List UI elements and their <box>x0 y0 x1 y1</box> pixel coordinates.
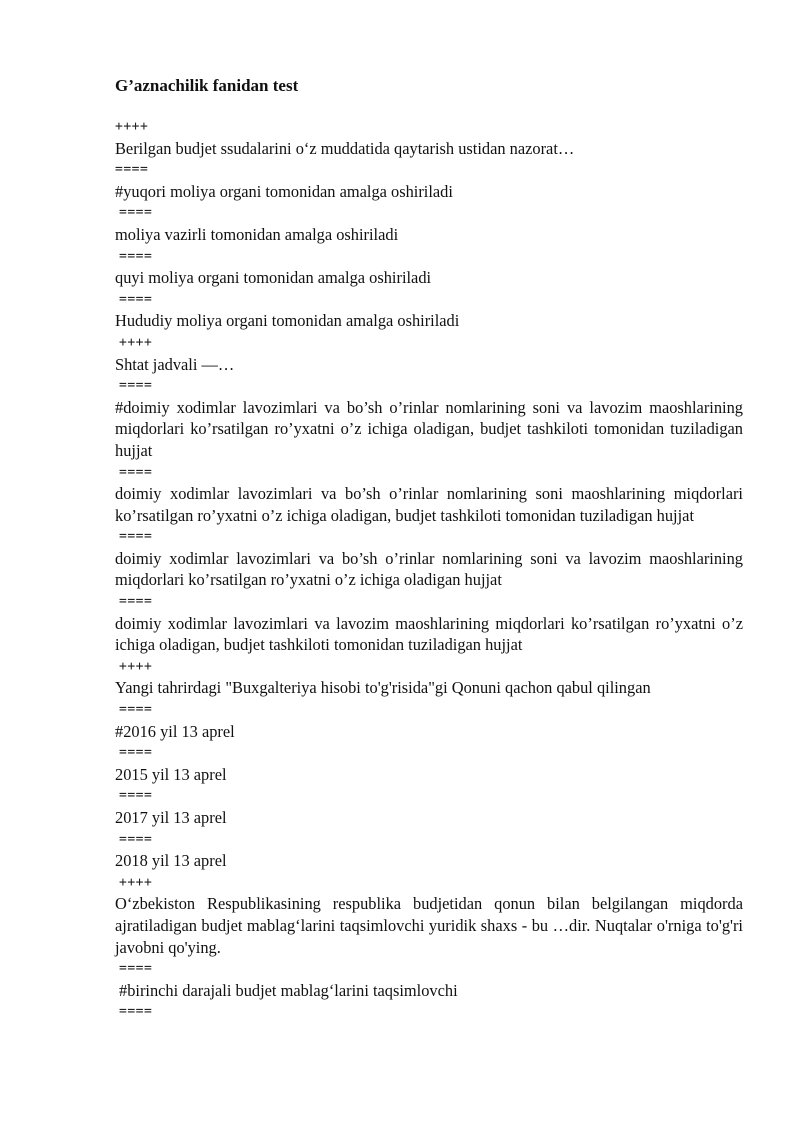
answer-separator: ==== <box>119 788 153 804</box>
document-body <box>115 116 743 1023</box>
document-paragraph: Shtat jadvali —… <box>115 354 235 374</box>
answer-separator: ==== <box>119 594 153 610</box>
correct-answer-text: #yuqori moliya organi tomonidan amalga oshiriladi <box>115 181 453 201</box>
document-paragraph: doimiy xodimlar lavozimlari va lavozim maoshlarining miqdorlari ko’rsatilgan ro’yxatni o’z ichiga oladigan, budjet tashkiloti tomonidan tuziladigan hujjat <box>115 613 743 655</box>
document-paragraph: Hududiy moliya organi tomonidan amalga oshiriladi <box>115 311 460 331</box>
document-paragraph: 2015 yil 13 aprel <box>115 764 227 784</box>
answer-separator: ==== <box>115 162 149 178</box>
document-paragraph: doimiy xodimlar lavozimlari va bo’sh o’rinlar nomlarining soni maoshlarining miqdorlari ko’rsatilgan ro’yxatni o’z ichiga oladigan, budjet tashkiloti tomonidan tuziladigan hujjat <box>115 484 743 525</box>
correct-answer-text: #birinchi darajali budjet mablag‘larini taqsimlovchi <box>119 980 458 1000</box>
document-paragraph: moliya vazirli tomonidan amalga oshiriladi <box>115 224 399 244</box>
answer-separator: ==== <box>119 961 153 977</box>
correct-answer-text: #doimiy xodimlar lavozimlari va bo’sh o’rinlar nomlarining soni va lavozim maoshlarining miqdorlari ko’rsatilgan ro’yxatni o’z ichiga oladigan, budjet tashkiloti tomonidan tuziladigan hujjat <box>115 397 743 460</box>
document-paragraph: quyi moliya organi tomonidan amalga oshiriladi <box>115 268 432 288</box>
document-paragraph: 2017 yil 13 aprel <box>115 808 227 827</box>
document-title: G’aznachilik fanidan test <box>115 76 299 95</box>
answer-separator: ==== <box>119 464 153 480</box>
answer-separator: ==== <box>119 378 153 394</box>
answer-separator: ==== <box>119 529 153 545</box>
question-separator: ++++ <box>115 119 149 134</box>
answer-separator: ==== <box>119 205 153 221</box>
document-paragraph: doimiy xodimlar lavozimlari va bo’sh o’rinlar nomlarining soni va lavozim maoshlarining miqdorlari ko’rsatilgan ro’yxatni o’z ichiga oladigan hujjat <box>115 548 743 590</box>
answer-separator: ==== <box>119 745 153 761</box>
document-paragraph: O‘zbekiston Respublikasining respublika budjetidan qonun bilan belgilangan miqdorda ajratiladigan budjet mablag‘larini taqsimlovchi yuridik shaxs - bu …dir. Nuqtalar o'rniga to'g'ri javobni qo'ying. <box>115 894 743 957</box>
document-paragraph: 2018 yil 13 aprel <box>115 851 227 871</box>
answer-separator: ==== <box>119 248 153 264</box>
answer-separator: ==== <box>119 291 153 307</box>
answer-separator: ==== <box>119 702 153 718</box>
document-page <box>115 75 743 1023</box>
document-paragraph: Yangi tahrirdagi "Buxgalteriya hisobi to'g'risida"gi Qonuni qachon qabul qilingan <box>115 678 651 698</box>
document-paragraph: Berilgan budjet ssudalarini o‘z muddatida qaytarish ustidan nazorat… <box>115 138 575 158</box>
question-separator: ++++ <box>119 874 153 890</box>
correct-answer-text: #2016 yil 13 aprel <box>115 721 235 741</box>
answer-separator: ==== <box>119 1004 153 1020</box>
answer-separator: ==== <box>119 831 153 847</box>
question-separator: ++++ <box>119 658 153 674</box>
question-separator: ++++ <box>119 334 153 350</box>
